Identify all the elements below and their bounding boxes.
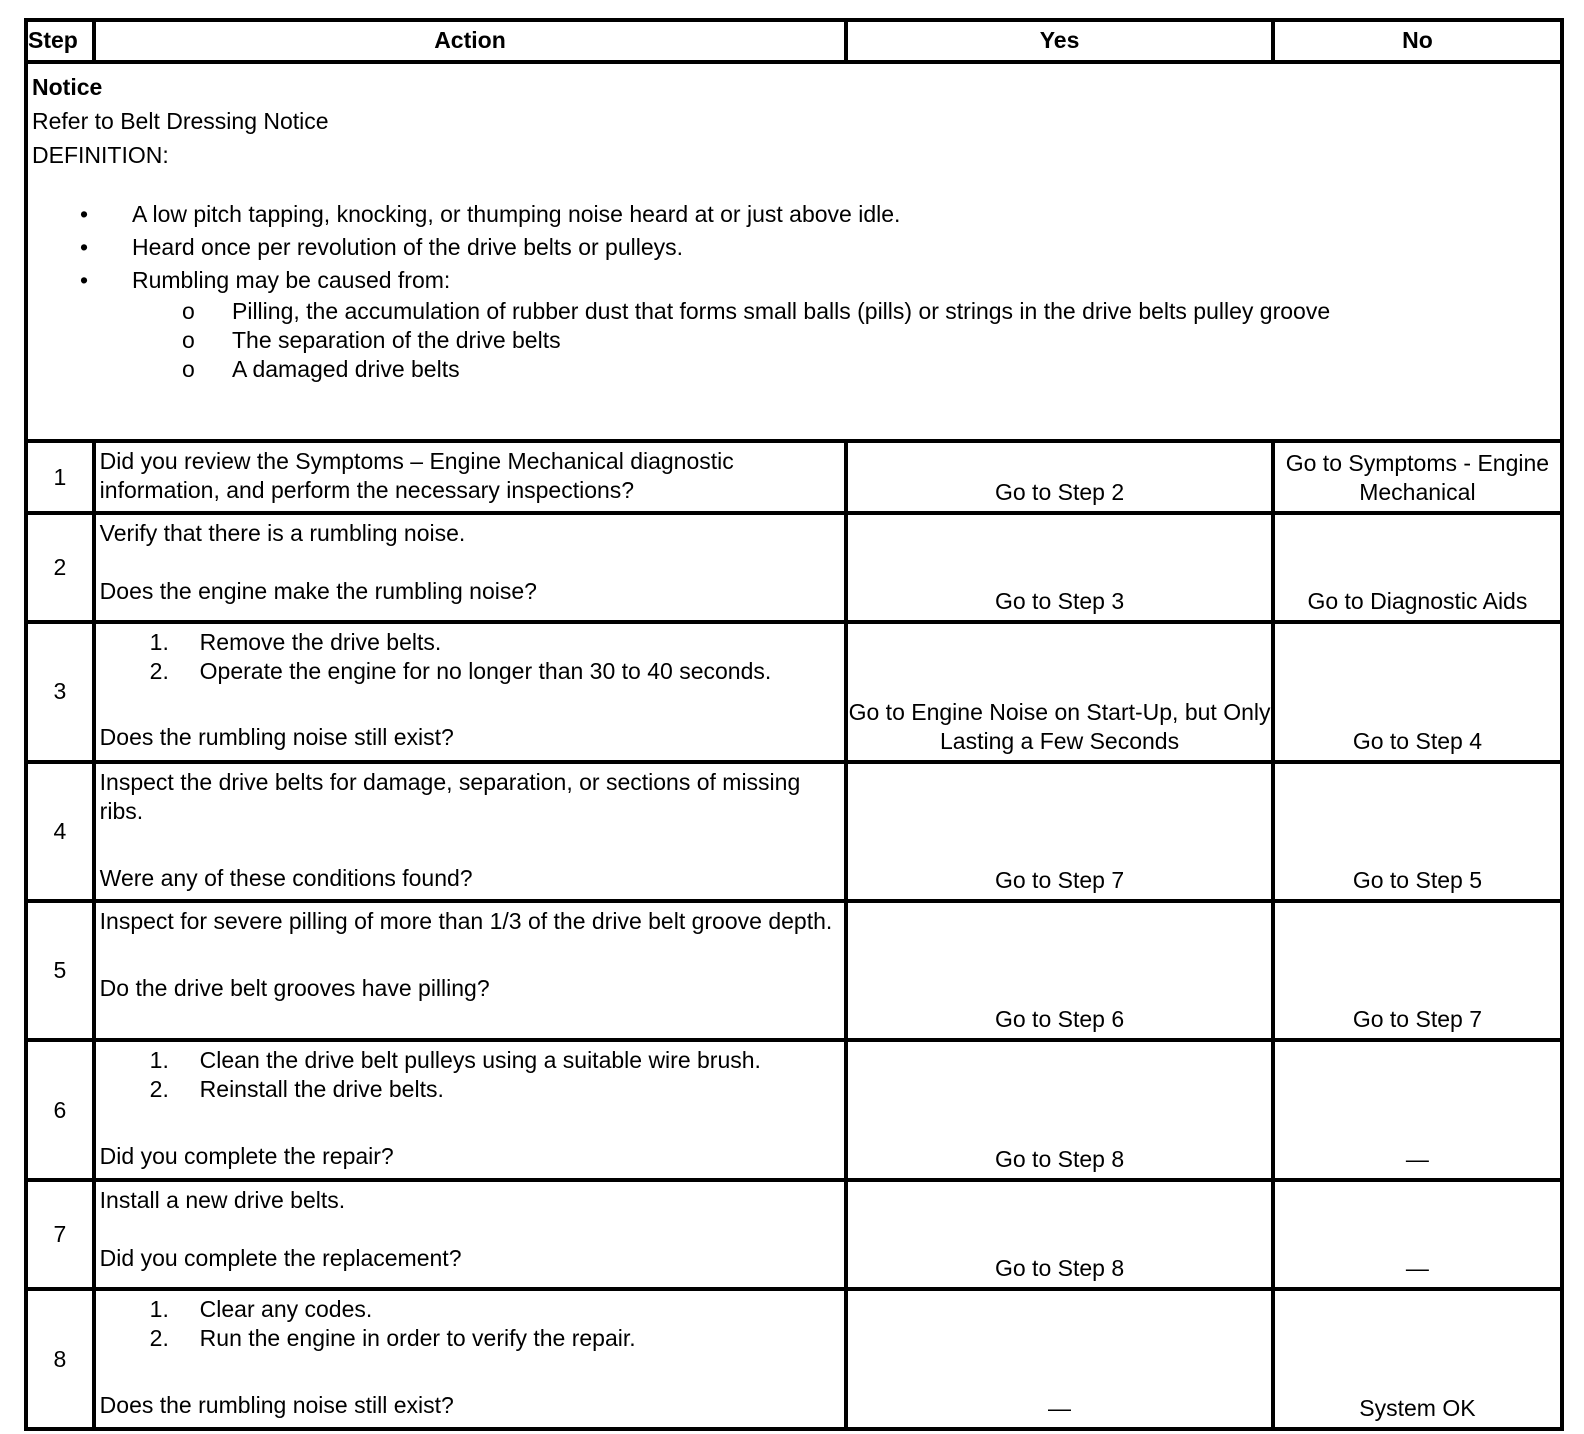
no-result: System OK — [1273, 1289, 1562, 1429]
circle-bullet-icon: o — [182, 326, 195, 353]
step-row-5 — [26, 901, 1562, 1040]
header-no: No — [1273, 20, 1562, 62]
cause-list — [132, 297, 1560, 384]
definition-item: • Heard once per revolution of the drive belts or pulleys. — [32, 231, 1560, 264]
action-list-item: 1. Clean the drive belt pulleys using a suitable wire brush. — [149, 1047, 761, 1074]
step-action — [94, 1040, 847, 1180]
step-action — [94, 762, 847, 902]
no-result: Go to Diagnostic Aids — [1273, 513, 1562, 622]
header-yes: Yes — [846, 20, 1273, 62]
yes-result: — — [846, 1289, 1273, 1429]
step-number: 7 — [26, 1180, 94, 1289]
action-list-item: 2. Reinstall the drive belts. — [149, 1076, 444, 1103]
action-text: Install a new drive belts. — [99, 1186, 346, 1213]
step-number: 4 — [26, 762, 94, 902]
step-row-6 — [26, 1040, 1562, 1180]
no-result: Go to Symptoms - Engine Mechanical — [1273, 441, 1562, 512]
no-result: Go to Step 7 — [1273, 901, 1562, 1040]
action-question: Did you complete the repair? — [99, 1143, 394, 1170]
action-text: Did you review the Symptoms – Engine Mechanical diagnostic information, and perform the necessary inspections? — [99, 448, 734, 504]
yes-result: Go to Step 7 — [846, 762, 1273, 902]
notice-title: Notice — [32, 73, 103, 100]
action-question: Does the engine make the rumbling noise? — [99, 577, 537, 604]
definition-list — [32, 198, 1560, 384]
action-list — [100, 1295, 839, 1353]
no-result: — — [1273, 1180, 1562, 1289]
action-text: Inspect for severe pilling of more than 1/3 of the drive belt groove depth. — [99, 908, 833, 935]
step-number: 6 — [26, 1040, 94, 1180]
diagnostic-table — [24, 18, 1564, 1431]
step-number: 3 — [26, 622, 94, 762]
cause-item: o The separation of the drive belts — [182, 326, 561, 353]
yes-result: Go to Step 2 — [846, 441, 1273, 512]
no-result: — — [1273, 1040, 1562, 1180]
action-question: Does the rumbling noise still exist? — [99, 723, 454, 750]
yes-result: Go to Step 3 — [846, 513, 1273, 622]
definition-item: • Rumbling may be caused from: o Pilling, the accumulation of rubber dust that forms small balls (pills) or strings in the drive belts pulley groove o The separation of the drive belts o A damaged drive belts — [32, 264, 1560, 384]
step-action — [94, 622, 847, 762]
step-action — [94, 1289, 847, 1429]
step-row-3 — [26, 622, 1562, 762]
cause-item: o Pilling, the accumulation of rubber dust that forms small balls (pills) or strings in the drive belts pulley groove — [182, 297, 1331, 324]
action-question: Did you complete the replacement? — [99, 1244, 462, 1271]
header-row — [26, 20, 1562, 62]
step-action — [94, 1180, 847, 1289]
action-text: Verify that there is a rumbling noise. — [99, 519, 466, 546]
no-result: Go to Step 4 — [1273, 622, 1562, 762]
step-row-7 — [26, 1180, 1562, 1289]
action-question: Does the rumbling noise still exist? — [99, 1392, 454, 1419]
definition-label: DEFINITION: — [32, 141, 169, 168]
notice-cell — [26, 62, 1562, 442]
bullet-icon: • — [80, 233, 89, 260]
step-number: 5 — [26, 901, 94, 1040]
action-question: Were any of these conditions found? — [99, 864, 473, 891]
bullet-icon: • — [80, 266, 89, 293]
yes-result: Go to Step 8 — [846, 1040, 1273, 1180]
header-action: Action — [94, 20, 847, 62]
cause-item: o A damaged drive belts — [182, 355, 460, 382]
bullet-icon: • — [80, 200, 89, 227]
action-list-item: 1. Clear any codes. — [149, 1296, 373, 1323]
step-row-4 — [26, 762, 1562, 902]
action-question: Do the drive belt grooves have pilling? — [99, 975, 490, 1002]
step-action — [94, 901, 847, 1040]
no-result: Go to Step 5 — [1273, 762, 1562, 902]
step-number: 8 — [26, 1289, 94, 1429]
step-number: 2 — [26, 513, 94, 622]
step-action — [94, 441, 847, 512]
yes-result: Go to Step 8 — [846, 1180, 1273, 1289]
step-number: 1 — [26, 441, 94, 512]
circle-bullet-icon: o — [182, 355, 195, 382]
action-list — [100, 628, 839, 686]
header-step: Step — [26, 20, 94, 62]
step-row-8 — [26, 1289, 1562, 1429]
action-text: Inspect the drive belts for damage, separation, or sections of missing ribs. — [99, 768, 801, 824]
yes-result: Go to Engine Noise on Start-Up, but Only Lasting a Few Seconds — [846, 622, 1273, 762]
action-list-item: 2. Operate the engine for no longer than 30 to 40 seconds. — [149, 657, 772, 684]
definition-item: • A low pitch tapping, knocking, or thumping noise heard at or just above idle. — [32, 198, 1560, 231]
step-row-1 — [26, 441, 1562, 512]
step-action — [94, 513, 847, 622]
action-list — [100, 1046, 839, 1104]
circle-bullet-icon: o — [182, 297, 195, 324]
notice-line: Refer to Belt Dressing Notice — [32, 107, 329, 134]
action-list-item: 1. Remove the drive belts. — [149, 628, 442, 655]
yes-result: Go to Step 6 — [846, 901, 1273, 1040]
notice-row — [26, 62, 1562, 442]
step-row-2 — [26, 513, 1562, 622]
action-list-item: 2. Run the engine in order to verify the repair. — [149, 1325, 636, 1352]
